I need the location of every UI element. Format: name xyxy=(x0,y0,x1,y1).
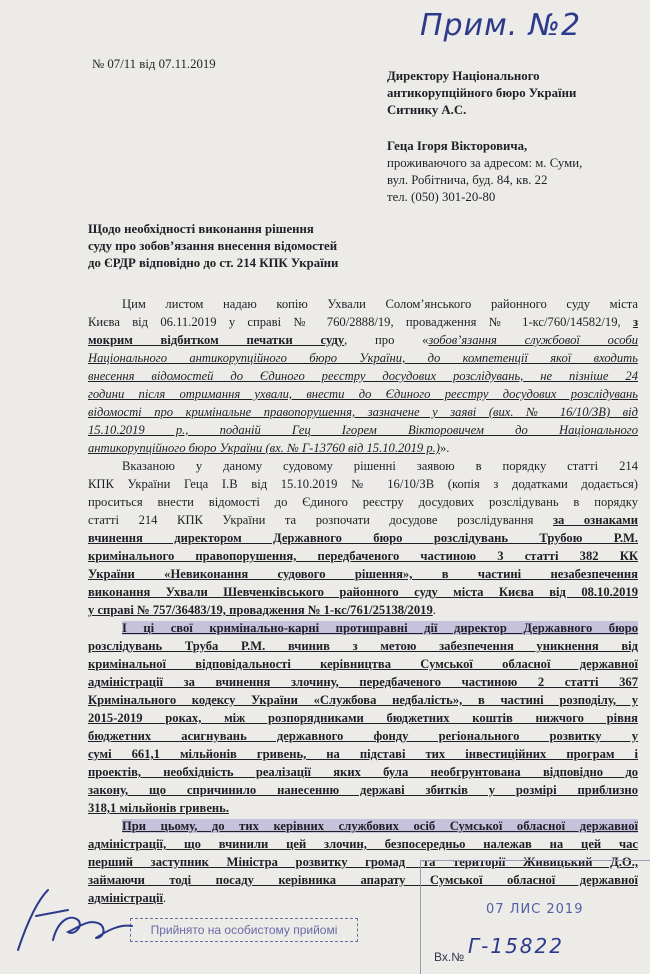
text-segment: Києва від 06.11.2019 у справі № 760/2888/19, провадження № 1-кс/760/14582/19, xyxy=(88,315,633,329)
paragraph-line xyxy=(88,511,638,529)
paragraph-line xyxy=(88,529,638,547)
text-segment: розслідувань Труба Р.М. вчинив з метою забезпечення уникнення від xyxy=(88,639,638,653)
paragraph-line xyxy=(88,709,638,727)
text-segment: України «Невиконання судового рішення», в частині незабезпечення xyxy=(88,567,638,581)
text-segment: у справі № 757/36483/19, провадження № 1-кс/761/25138/2019 xyxy=(88,603,433,617)
text-segment: Національного антикорупційного бюро України, до компетенції якої входить xyxy=(88,351,638,365)
paragraph-line xyxy=(88,457,638,475)
subject-line-3: до ЄРДР відповідно до ст. 214 КПК України xyxy=(88,256,339,270)
sender-phone: тел. (050) 301-20-80 xyxy=(387,190,496,204)
paragraph-line xyxy=(88,367,638,385)
paragraph-line xyxy=(88,835,638,853)
text-segment: І ці свої кримінально-карні протиправні дії директор Державного бюро xyxy=(122,621,638,635)
paragraph-line xyxy=(88,601,638,619)
paragraph-line xyxy=(88,421,638,439)
paragraph-line xyxy=(88,781,638,799)
text-segment: бюджетних асигнувань державного фонду регіонального розвитку у xyxy=(88,729,638,743)
paragraph-line xyxy=(88,493,638,511)
addressee-line-1: Директору Національного xyxy=(387,69,540,83)
text-segment: займаючи тоді посаду керівника апарату Сумської обласної державної xyxy=(88,873,638,887)
text-segment: з xyxy=(632,315,638,329)
sender-address-2: вул. Робітнича, буд. 84, кв. 22 xyxy=(387,173,548,187)
paragraph-line xyxy=(88,673,638,691)
paragraph-line xyxy=(88,295,638,313)
paragraph-line xyxy=(88,799,638,817)
text-segment: перший заступник Міністра розвитку громад та території Живицький Д.О., xyxy=(88,855,638,869)
text-segment: При цьому, до тих керівних службових осіб Сумської обласної державної xyxy=(122,819,638,833)
paragraph-line xyxy=(88,565,638,583)
paragraph-line xyxy=(88,583,638,601)
addressee-line-3: Ситнику А.С. xyxy=(387,103,467,117)
text-segment: 15.10.2019 р., поданій Гец Ігорем Вікторовичем до Національного xyxy=(88,423,638,437)
signature-icon xyxy=(8,880,138,960)
incoming-number-label: Вх.№ xyxy=(434,950,465,964)
text-segment: . xyxy=(163,891,167,905)
text-segment: проектів, необхідність реалізації яких була необгрунтована відповідно до xyxy=(88,765,638,779)
paragraph-line xyxy=(88,763,638,781)
paragraph-line xyxy=(88,403,638,421)
paragraph-line xyxy=(88,745,638,763)
addressee-line-2: антикорупційного бюро України xyxy=(387,86,577,100)
text-segment: Кримінального кодексу України «Службова недбалість», в частині розподілу, у xyxy=(88,693,638,707)
paragraph-line xyxy=(88,691,638,709)
paragraph-line xyxy=(88,385,638,403)
text-segment: мокрим відбитком печатки суду xyxy=(88,333,345,347)
text-segment: відомості про кримінальне правопорушення, зазначене у заяві (вих. № 16/10/ЗВ) від xyxy=(88,405,638,419)
paragraph-1 xyxy=(88,295,638,457)
text-segment: зобов’язання службової особи xyxy=(428,333,638,347)
outgoing-number: № 07/11 від 07.11.2019 xyxy=(92,57,216,71)
text-segment: виконання Ухвали Шевченківського районного суду міста Києва від 08.10.2019 xyxy=(88,585,638,599)
text-segment: вчинення директором Державного бюро розслідувань Трубою Р.М. xyxy=(88,531,638,545)
sender-address-1: проживаючого за адресом: м. Суми, xyxy=(387,156,583,170)
text-segment: години після отримання ухвали, внести до Єдиного реєстру досудових розслідувань xyxy=(88,387,638,401)
text-segment: 318,1 мільйонів гривень. xyxy=(88,801,229,815)
incoming-number-handwritten: Г-15822 xyxy=(468,934,564,958)
text-segment: Цим листом надаю копію Ухвали Солом’янського районного суду міста xyxy=(122,297,638,311)
text-segment: , про « xyxy=(344,333,429,347)
paragraph-line xyxy=(88,331,638,349)
paragraph-line xyxy=(88,439,638,457)
paragraph-line xyxy=(88,619,638,637)
text-segment: внесення відомостей до Єдиного реєстру досудових розслідувань, не пізніше 24 xyxy=(88,369,638,383)
paragraph-line xyxy=(88,313,638,331)
text-segment: кримінальної відповідальності керівництва Сумської обласної державної xyxy=(88,657,638,671)
text-segment: статті 214 КПК України та розпочати досудове розслідування xyxy=(88,513,553,527)
subject-line-1: Щодо необхідності виконання рішення xyxy=(88,222,314,236)
text-segment: 2015-2019 роках, між розпорядниками бюджетних коштів нижчого рівня xyxy=(88,711,638,725)
text-segment: сумі 661,1 мільйонів гривень, на підставі тих інвестиційних програм і xyxy=(88,747,638,761)
paragraph-3 xyxy=(88,619,638,817)
text-segment: . xyxy=(432,603,436,617)
text-segment: адміністрації за вчинення злочину, передбаченого частиною 2 статті 367 xyxy=(88,675,638,689)
text-segment: ». xyxy=(439,441,450,455)
text-segment: кримінального правопорушення, передбаченого частиною 3 статті 382 КК xyxy=(88,549,638,563)
paragraph-line xyxy=(88,817,638,835)
sender-name: Геца Ігоря Вікторовича, xyxy=(387,139,528,153)
text-segment: Вказаною у даному судовому рішенні заявою в порядку статті 214 xyxy=(122,459,638,473)
text-segment: КПК України Геца І.В від 15.10.2019 № 16/10/ЗВ (копія з додатками додається) xyxy=(88,477,638,491)
text-segment: проситься внести відомості до Єдиного реєстру досудових розслідувань в порядку xyxy=(88,495,638,509)
annotation-handwritten: Прим. №2 xyxy=(420,8,582,43)
paragraph-line xyxy=(88,475,638,493)
text-segment: адміністрації xyxy=(88,891,163,905)
paragraph-2 xyxy=(88,457,638,619)
subject-line-2: суду про зобов’язання внесення відомостей xyxy=(88,239,338,253)
text-segment: адміністрації, що вчинили цей злочин, безпосередньо належав на цей час xyxy=(88,837,638,851)
stamp-date: 07 ЛИС 2019 xyxy=(486,902,584,917)
paragraph-line xyxy=(88,637,638,655)
text-segment: закону, що спричинило нанесенню державі збитків у розмірі приблизно xyxy=(88,783,638,797)
paragraph-line xyxy=(88,349,638,367)
paragraph-line xyxy=(88,727,638,745)
text-segment: за ознаками xyxy=(552,513,638,527)
personal-reception-stamp: Прийнято на особистому прийомі xyxy=(130,918,358,942)
paragraph-line xyxy=(88,655,638,673)
paragraph-line xyxy=(88,547,638,565)
text-segment: антикорупційного бюро України (вх. № Г-13760 від 15.10.2019 р.) xyxy=(88,441,440,455)
